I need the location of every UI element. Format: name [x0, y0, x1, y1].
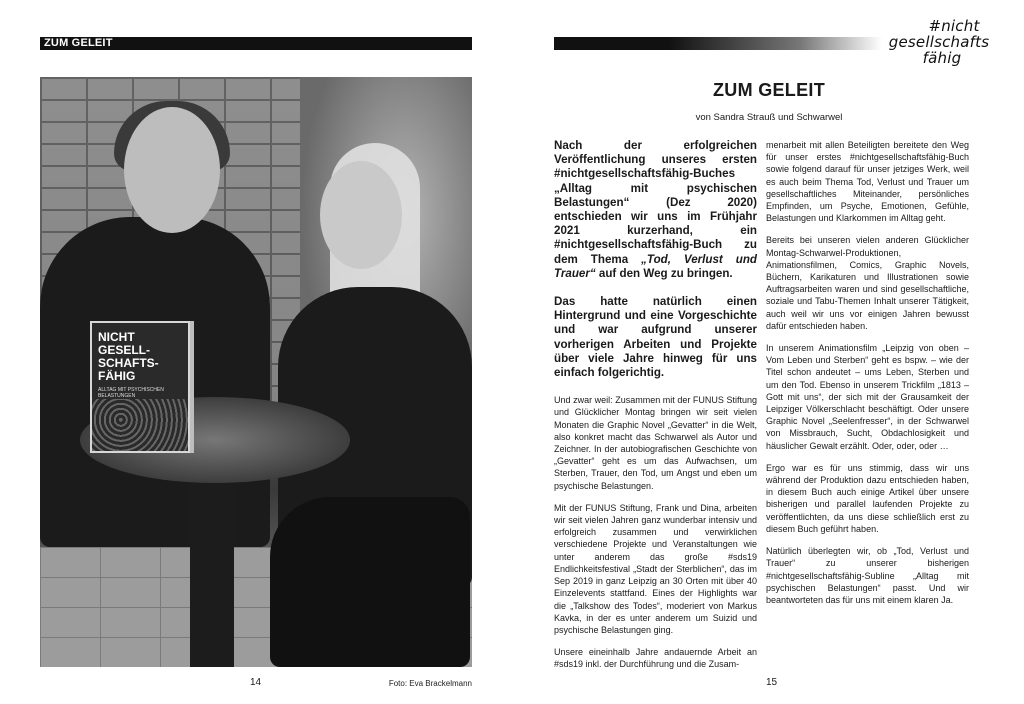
lead-paragraph-1: Nach der erfolgreichen Veröffentlichung unseres ersten #nichtgesellschaftsfähig-Buches „Alltag mit psychischen Belastungen“ (Dez 2020) entschieden wir uns im Frühjahr 2021 kurzerhand, ein #nichtgesellschaftsfähig-Buch zu dem Thema „Tod, Verlust und Trauer“ auf den Weg zu bringen. [554, 139, 757, 280]
body-paragraph: Und zwar weil: Zusammen mit der FUNUS Stiftung und Glücklicher Montag bringen wir seit vielen Monaten die Graphic Novel „Gevatter“ in die Welt, also konkret macht das Schwarwel als Autor und Zeichner. In der autobiografischen Geschichte von „Gevatter“ geht es um das Aufwachsen, um Sterben, Trauer, den Tod, um Angst und eben um psychische Belastungen. [554, 395, 757, 491]
body-paragraph: menarbeit mit allen Beteiligten bereitete den Weg für unser erstes #nichtgesellschaftsfähig-Buch sowie folgend darauf für unser jetziges Werk, weil es auch beim Thema Tod, Verlust und Trauer um gesellschaftliches Miteinander, persönliches Empfinden, um Psyche, Emotionen, Gefühle, Belastungen und Klarkommen im Alltag geht. [766, 140, 969, 224]
book-cover-title: NICHT GESELL-SCHAFTS-FÄHIG [98, 330, 159, 383]
body-paragraph: Mit der FUNUS Stiftung, Frank und Dina, arbeiten wir seit vielen Jahren ganz wunderbar intensiv und erfolgreich zusammen und verwirklichen verschiedene Projekte und Veranstaltungen wie unter anderem das große #sds19 Endlichkeitsfestival „Stadt der Sterblichen“, das im Sep 2019 in ganz Leipzig an 30 Orten mit über 40 Einzelevents stattfand. Eines der Highlights war die „Talkshow des Todes“, moderiert von Markus Kavka, in der es unter anderem um Suizid und psychische Belastungen ging. [554, 502, 757, 635]
article-byline: von Sandra Strauß und Schwarwel [695, 112, 843, 123]
body-paragraph: Natürlich überlegten wir, ob „Tod, Verlust und Trauer“ zu unserer bisherigen #nichtgesellschaftsfähig-Subline „Alltag mit psychischen Belastungen“ passt. Und wir beantworteten das für uns mit einem klaren Ja. [766, 546, 969, 605]
book-cover-subtitle: ALLTAG MIT PSYCHISCHEN BELASTUNGEN [98, 387, 164, 399]
right-page [512, 0, 1024, 704]
text-column-1 [554, 139, 757, 681]
woman-face [320, 161, 402, 269]
man-face [124, 107, 220, 233]
section-header: ZUM GELEIT [44, 37, 113, 49]
lead-emphasis: „Tod, Verlust und Trauer“ [554, 252, 757, 280]
text-column-2 [766, 139, 969, 616]
photo-credit: Foto: Eva Brackelmann [388, 679, 472, 688]
nichtgesellschaftsfaehig-logo [884, 18, 994, 66]
woman-legs [270, 497, 470, 667]
logo-line-3: fähig [922, 49, 962, 67]
article-title: ZUM GELEIT [713, 80, 825, 100]
body-paragraph: Ergo war es für uns stimmig, dass wir uns während der Produktion dazu entschieden haben, in diesem Buch auch einige Artikel über unsere bisherigen und parallel laufenden Projekte zu veröffentlichten, da uns diese schließlich erst zu diesem Buch geführt haben. [766, 462, 969, 534]
section-header-bar [40, 37, 472, 50]
body-paragraph: Bereits bei unseren vielen anderen Glücklicher Montag-Schwarwel-Produktionen, Animationsfilmen, Comics, Graphic Novels, Büchern, Karikaturen und Illustrationen sowie Auftragsarbeiten waren und sind gesellschaftliche, soziale und Tabu-Themen Inhalt unserer Tätigkeit, auch weil wir uns vor einigen Jahren bewusst dafür entschieden haben. [766, 235, 969, 331]
table-leg [190, 467, 234, 667]
lead-paragraph-2: Das hatte natürlich einen Hintergrund und eine Vorgeschichte und war aufgrund unserer vorherigen Arbeiten und Projekte über viele Jahre hinweg für uns einfach folgerichtig. [554, 295, 757, 380]
logo-line-1: #nicht [928, 17, 980, 35]
page-number-left: 14 [250, 677, 262, 688]
page-number-right: 15 [766, 677, 778, 688]
portrait-photo [40, 77, 472, 667]
book-cover-pattern [92, 399, 188, 451]
body-paragraph: In unserem Animationsfilm „Leipzig von oben – Vom Leben und Sterben“ geht es bspw. – wie der Titel schon andeutet – ums Leben, Sterben und um den Tod. Ebenso in unserem Trickfilm „1813 – Gott mit uns“, der sich mit der Grausamkeit der Leipziger Völkerschlacht beschäftigt. Oder unsere Graphic Novel „Seelenfresser“, in der Schwarwel von Missbrauch, Sucht, Obdachlosigkeit und häuslicher Gewalt erzählt. Oder, oder, oder … [766, 343, 969, 451]
header-gradient-bar [554, 37, 882, 50]
book-cover [90, 321, 190, 453]
body-paragraph: Unsere eineinhalb Jahre andauernde Arbeit an #sds19 inkl. der Durchführung und die Zusam- [554, 647, 757, 670]
logo-line-2: gesellschafts [888, 33, 990, 51]
